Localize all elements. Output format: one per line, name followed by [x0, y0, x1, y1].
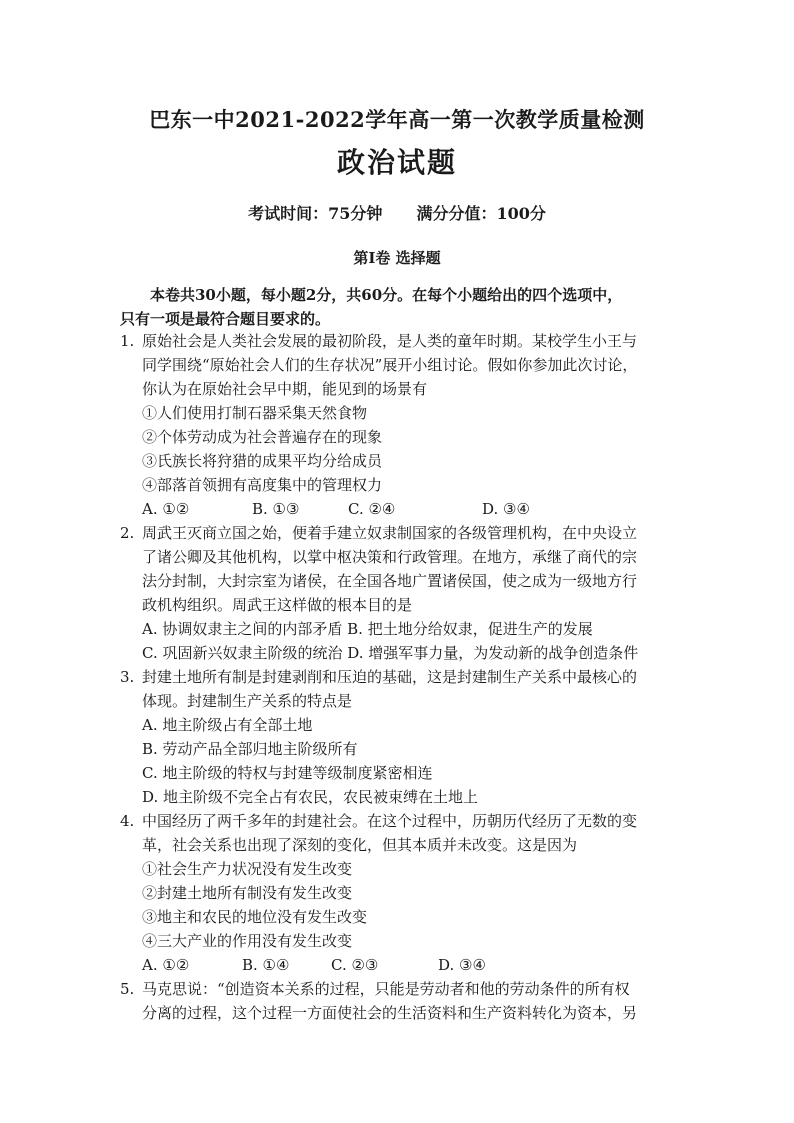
exam-title: 巴东一中2021-2022学年高一第一次教学质量检测 [149, 107, 645, 132]
instructions-line-2: 只有一项是最符合题目要求的。 [120, 310, 331, 328]
statement-item: ①人们使用打制石器采集天然食物 [142, 404, 368, 422]
option-b: B. 劳动产品全部归地主阶级所有 [142, 740, 358, 758]
question-number: 1. [120, 332, 135, 350]
section-title: 第Ⅰ卷 选择题 [353, 249, 441, 267]
full-score: 满分分值：100分 [416, 204, 546, 223]
question-number: 3. [120, 668, 135, 686]
option-a: A. ①② [142, 956, 190, 974]
subject-title: 政治试题 [336, 146, 457, 179]
question-stem-line: 政机构组织。周武王这样做的根本目的是 [142, 596, 413, 614]
section-instructions [120, 283, 680, 331]
question-number: 2. [120, 524, 135, 542]
question-stem-line: 分离的过程，这个过程一方面使社会的生活资料和生产资料转化为资本，另 [142, 1004, 638, 1022]
exam-info [0, 201, 794, 224]
option-b: B. ①④ [242, 956, 290, 974]
question-stem-line: 周武王灭商立国之始，便着手建立奴隶制国家的各级管理机构，在中央设立 [142, 524, 638, 542]
question-stem-line: 革，社会关系也出现了深刻的变化，但其本质并未改变。这是因为 [142, 836, 578, 854]
question-number: 4. [120, 812, 135, 830]
statement-item: ②封建土地所有制没有发生改变 [142, 884, 353, 902]
question-stem-line: 马克思说：“创造资本关系的过程，只能是劳动者和他的劳动条件的所有权 [142, 980, 630, 998]
question-stem-line: 原始社会是人类社会发展的最初阶段，是人类的童年时期。某校学生小王与 [142, 332, 638, 350]
statement-item: ①社会生产力状况没有发生改变 [142, 860, 353, 878]
question-stem-line: 你认为在原始社会早中期，能见到的场景有 [142, 380, 428, 398]
instructions-line-1: 本卷共30小题，每小题2分，共60分。在每个小题给出的四个选项中， [150, 286, 623, 304]
question-stem-line: 封建土地所有制是封建剥削和压迫的基础，这是封建制生产关系中最核心的 [142, 668, 638, 686]
option-c: C. ②③ [331, 956, 379, 974]
option-line: A. 协调奴隶主之间的内部矛盾 B. 把土地分给奴隶，促进生产的发展 [142, 620, 593, 638]
question-stem-line: 同学围绕“原始社会人们的生存状况”展开小组讨论。假如你参加此次讨论， [142, 356, 638, 374]
option-b: B. ①③ [252, 500, 300, 518]
question-stem-line: 中国经历了两千多年的封建社会。在这个过程中，历朝历代经历了无数的变 [142, 812, 638, 830]
option-d: D. ③④ [482, 500, 530, 518]
option-c: C. 地主阶级的特权与封建等级制度紧密相连 [142, 764, 433, 782]
question-stem-line: 体现。封建制生产关系的特点是 [142, 692, 353, 710]
statement-item: ④三大产业的作用没有发生改变 [142, 932, 353, 950]
option-c: C. ②④ [348, 500, 396, 518]
option-a: A. 地主阶级占有全部土地 [142, 716, 313, 734]
statement-item: ②个体劳动成为社会普遍存在的现象 [142, 428, 383, 446]
option-d: D. 地主阶级不完全占有农民，农民被束缚在土地上 [142, 788, 479, 806]
exam-time: 考试时间：75分钟 [248, 204, 383, 223]
question-stem-line: 了诸公卿及其他机构，以掌中枢决策和行政管理。在地方，承继了商代的宗 [142, 548, 638, 566]
statement-item: ④部落首领拥有高度集中的管理权力 [142, 476, 383, 494]
question-stem-line: 法分封制，大封宗室为诸侯，在全国各地广置诸侯国，使之成为一级地方行 [142, 572, 638, 590]
option-d: D. ③④ [438, 956, 486, 974]
option-line: C. 巩固新兴奴隶主阶级的统治 D. 增强军事力量，为发动新的战争创造条件 [142, 644, 639, 662]
statement-item: ③地主和农民的地位没有发生改变 [142, 908, 368, 926]
statement-item: ③氏族长将狩猎的成果平均分给成员 [142, 452, 383, 470]
option-a: A. ①② [142, 500, 190, 518]
question-number: 5. [120, 980, 135, 998]
